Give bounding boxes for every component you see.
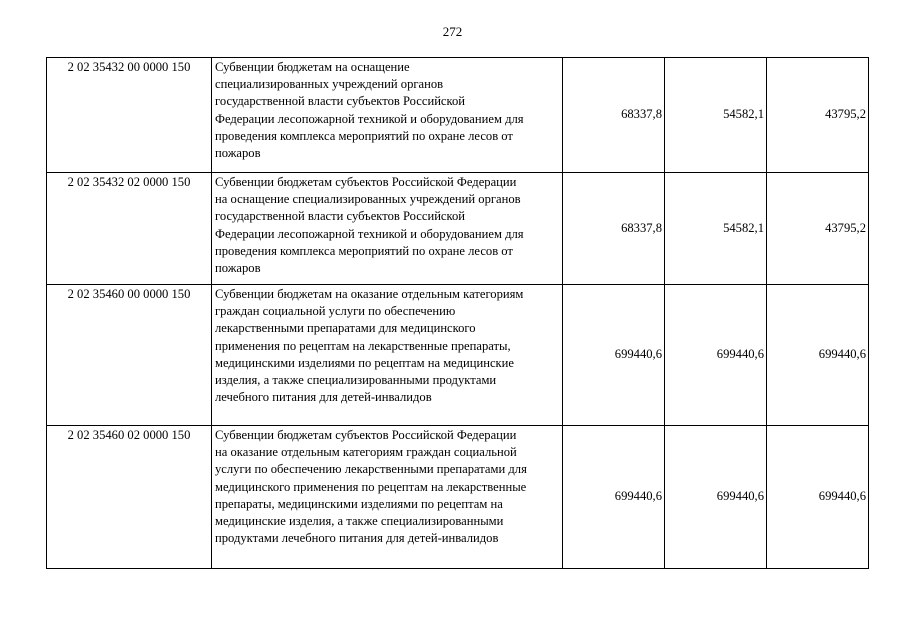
description-line: Субвенции бюджетам на оказание отдельным категориям [215,287,524,301]
amount-v3: 43795,2 [767,58,869,173]
description-line: Федерации лесопожарной техникой и оборудованием для [215,111,524,126]
table-row [47,426,869,569]
amount-v1: 699440,6 [563,426,665,569]
amount-v3: 43795,2 [767,173,869,285]
description-line: Субвенции бюджетам на оснащение [215,60,410,74]
description [212,426,563,569]
amount-v2: 699440,6 [665,285,767,426]
description-line: Субвенции бюджетам субъектов Российской Федерации [215,175,517,189]
description [212,173,563,285]
description-line: медицинскими изделиями по рецептам на медицинские [215,355,515,370]
description-line: услуги по обеспечению лекарственными препаратами для [215,462,527,477]
description [212,58,563,173]
description-line: продуктами лечебного питания для детей-инвалидов [215,531,499,546]
description-line: медицинские изделия, а также специализированными [215,514,504,529]
table-row [47,285,869,426]
description-line: Федерации лесопожарной техникой и оборудованием для [215,226,524,241]
budget-table [46,57,869,569]
description-line: пожаров [215,146,261,161]
description-line: изделия, а также специализированными продуктами [215,373,497,388]
budget-code: 2 02 35460 00 0000 150 [47,285,212,426]
amount-v2: 54582,1 [665,173,767,285]
description-line: граждан социальной услуги по обеспечению [215,304,456,319]
description-line: пожаров [215,261,261,276]
table-row [47,173,869,285]
amount-v3: 699440,6 [767,285,869,426]
budget-code: 2 02 35432 00 0000 150 [47,58,212,173]
description-line: проведения комплекса мероприятий по охране лесов от [215,243,513,258]
amount-v2: 699440,6 [665,426,767,569]
description-line: лекарственными препаратами для медицинского [215,321,476,336]
description-line: государственной власти субъектов Российской [215,209,466,224]
description [212,285,563,426]
description-line: препараты, медицинскими изделиями по рецептам на [215,496,503,511]
amount-v1: 68337,8 [563,58,665,173]
amount-v1: 699440,6 [563,285,665,426]
description-line: государственной власти субъектов Российской [215,94,466,109]
description-line: применения по рецептам на лекарственные препараты, [215,338,511,353]
budget-code: 2 02 35460 02 0000 150 [47,426,212,569]
description-line: специализированных учреждений органов [215,77,444,92]
amount-v1: 68337,8 [563,173,665,285]
description-line: на оснащение специализированных учреждений органов [215,192,521,207]
table-row [47,58,869,173]
page-number: 272 [442,24,463,39]
description-line: Субвенции бюджетам субъектов Российской Федерации [215,428,517,442]
description-line: медицинского применения по рецептам на лекарственные [215,479,527,494]
amount-v3: 699440,6 [767,426,869,569]
budget-code: 2 02 35432 02 0000 150 [47,173,212,285]
description-line: на оказание отдельным категориям граждан социальной [215,445,517,460]
description-line: лечебного питания для детей-инвалидов [215,390,432,405]
amount-v2: 54582,1 [665,58,767,173]
description-line: проведения комплекса мероприятий по охране лесов от [215,128,513,143]
